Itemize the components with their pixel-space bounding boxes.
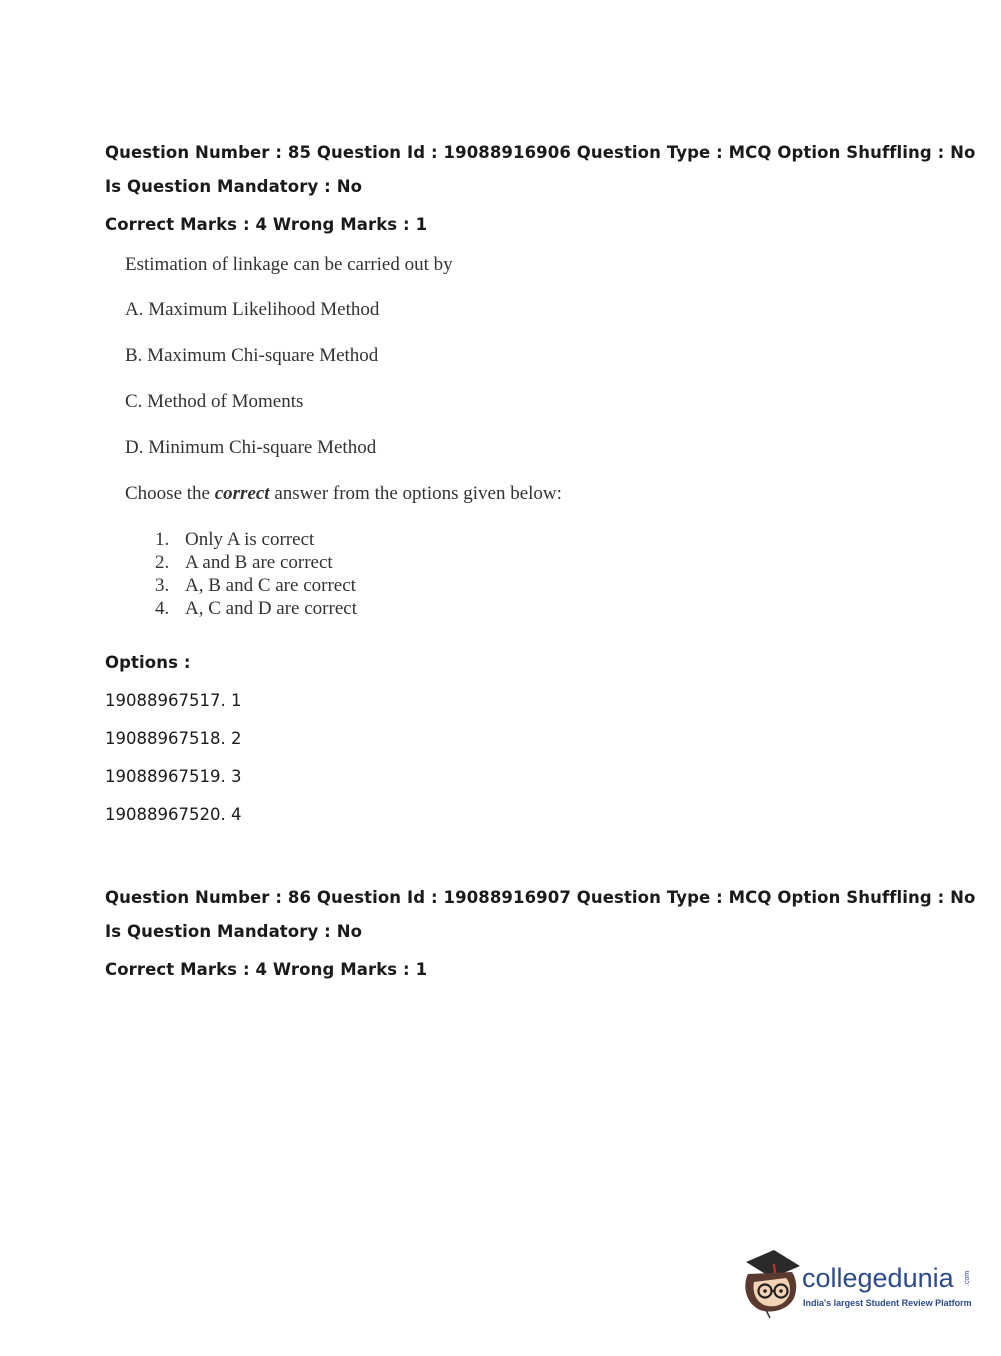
- q85-choice-3: 3. A, B and C are correct: [155, 575, 356, 596]
- q85-options-heading: Options :: [105, 653, 191, 672]
- q85-option-1: 19088967517. 1: [105, 691, 242, 710]
- logo-tagline: India's largest Student Review Platform: [803, 1298, 972, 1308]
- q85-statement-a: A. Maximum Likelihood Method: [125, 299, 380, 320]
- q85-meta-line-2: Is Question Mandatory : No: [105, 177, 363, 196]
- q86-meta-line-1: Question Number : 86 Question Id : 19088916907 Question Type : MCQ Option Shuffling : No: [105, 888, 976, 907]
- q86-meta-line-3: Correct Marks : 4 Wrong Marks : 1: [105, 960, 428, 979]
- q85-meta-line-1: Question Number : 85 Question Id : 19088916906 Question Type : MCQ Option Shuffling : No: [105, 143, 976, 162]
- q85-option-3: 19088967519. 3: [105, 767, 242, 786]
- logo-suffix-text: .com: [964, 1270, 971, 1286]
- q85-choice-2: 2. A and B are correct: [155, 552, 333, 573]
- q85-meta-line-3: Correct Marks : 4 Wrong Marks : 1: [105, 215, 428, 234]
- q85-option-2: 19088967518. 2: [105, 729, 242, 748]
- collegedunia-logo: [740, 1248, 975, 1320]
- q85-option-4: 19088967520. 4: [105, 805, 242, 824]
- q85-stem: Estimation of linkage can be carried out by: [125, 254, 453, 275]
- logo-brand-text: collegedunia: [802, 1263, 954, 1293]
- q85-choice-1: 1. Only A is correct: [155, 529, 315, 550]
- q85-choice-4: 4. A, C and D are correct: [155, 598, 357, 619]
- q86-meta-line-2: Is Question Mandatory : No: [105, 922, 363, 941]
- q85-statement-c: C. Method of Moments: [125, 391, 304, 412]
- q85-choose-instruction: Choose the correct answer from the options given below:: [125, 483, 562, 504]
- q85-statement-d: D. Minimum Chi-square Method: [125, 437, 377, 458]
- mascot-icon: [745, 1250, 800, 1318]
- q85-statement-b: B. Maximum Chi-square Method: [125, 345, 379, 366]
